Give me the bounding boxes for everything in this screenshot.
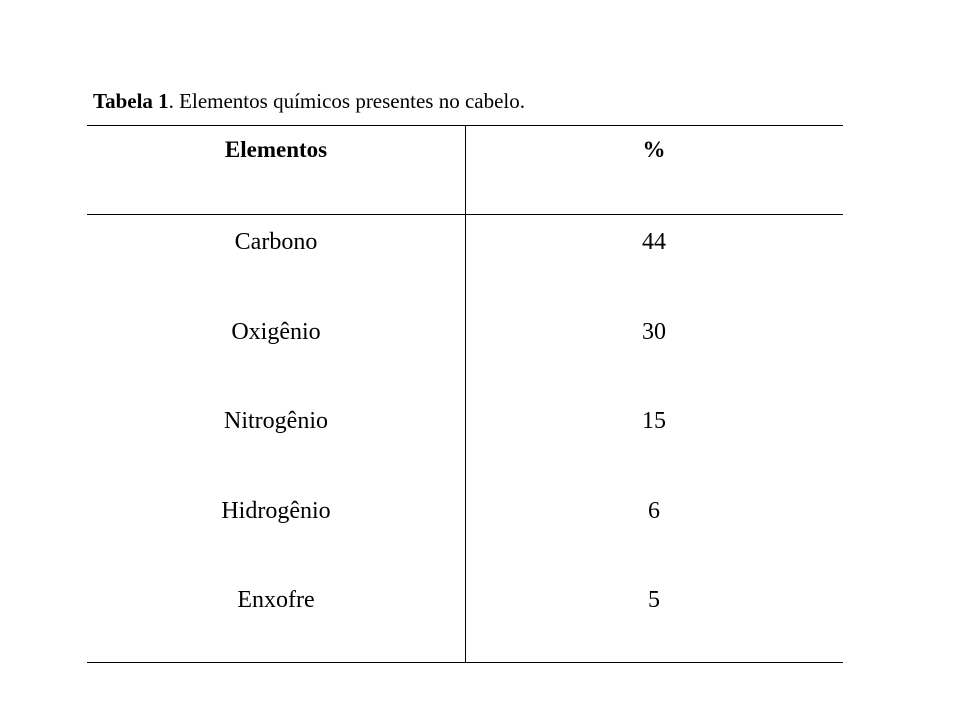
data-table bbox=[87, 125, 843, 663]
table-row bbox=[87, 314, 843, 404]
element-cell: Carbono bbox=[234, 229, 318, 255]
element-cell: Enxofre bbox=[237, 587, 315, 613]
element-cell: Hidrogênio bbox=[221, 497, 331, 524]
table-row bbox=[87, 493, 843, 583]
percent-cell: 44 bbox=[642, 229, 666, 255]
caption-label: Tabela 1 bbox=[93, 89, 169, 113]
header-cell-percent: % bbox=[642, 137, 666, 162]
percent-cell: 6 bbox=[648, 497, 660, 524]
table-caption bbox=[93, 86, 525, 116]
table-row bbox=[87, 403, 843, 493]
percent-cell: 5 bbox=[648, 587, 660, 613]
percent-cell: 15 bbox=[642, 408, 666, 434]
element-cell: Oxigênio bbox=[231, 318, 321, 345]
table-header-row bbox=[87, 137, 843, 173]
header-cell-elementos: Elementos bbox=[224, 137, 328, 162]
table-row bbox=[87, 582, 843, 672]
element-cell: Nitrogênio bbox=[224, 408, 328, 434]
table-row bbox=[87, 224, 843, 314]
caption-text: . Elementos químicos presentes no cabelo. bbox=[168, 89, 525, 113]
table-body bbox=[87, 224, 843, 672]
percent-cell: 30 bbox=[642, 318, 666, 345]
